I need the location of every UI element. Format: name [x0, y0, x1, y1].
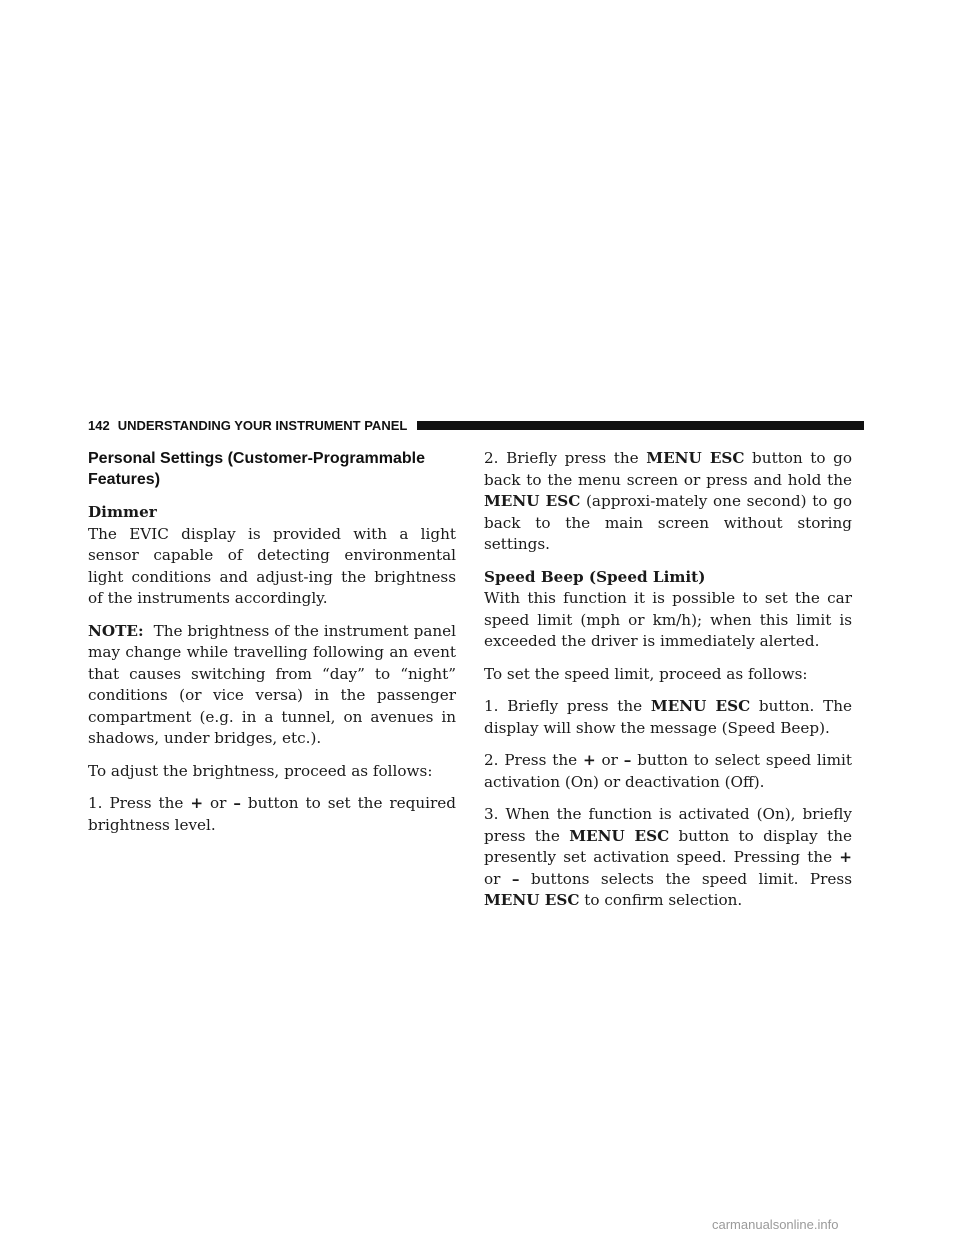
or-text: or	[595, 751, 624, 769]
step1-text-a: 1. Press the	[88, 794, 191, 812]
s3-text-a: 3. When the function is activated (On), briefly press the	[484, 805, 852, 845]
adjust-intro: To adjust the brightness, proceed as follows:	[88, 761, 433, 780]
note-label: NOTE:	[88, 621, 144, 640]
s2-text-a: 2. Press the	[484, 751, 583, 769]
s3-text-d: to confirm selection.	[579, 891, 743, 909]
speed-heading: Speed Beep (Speed Limit)	[484, 567, 706, 586]
menu-esc-label: MENU ESC	[484, 891, 580, 909]
step2-text-a: 2. Briefly press the	[484, 449, 647, 467]
brightness-step-2	[484, 448, 852, 556]
dimmer-heading: Dimmer	[88, 503, 157, 521]
page-number: 142	[88, 417, 110, 433]
plus-symbol: +	[582, 751, 596, 769]
speed-step-2	[484, 750, 852, 793]
chapter-title: UNDERSTANDING YOUR INSTRUMENT PANEL	[117, 417, 408, 433]
running-head	[88, 416, 864, 434]
plus-symbol: +	[839, 848, 852, 866]
step1-text-b: button to set the required brightness level.	[88, 794, 456, 834]
menu-esc-label: MENU ESC	[646, 449, 745, 467]
step2-text-b: button to go back to the menu screen or press and hold the	[484, 449, 852, 489]
note-paragraph	[88, 621, 456, 750]
step2-text-c: (approxi-mately one second) to go back to the main screen without storing settings.	[484, 492, 852, 553]
section-title: Personal Settings (Customer-Programmable Features)	[88, 450, 425, 488]
brightness-step-1	[88, 793, 456, 836]
minus-symbol: –	[511, 869, 520, 888]
menu-esc-label: MENU ESC	[569, 826, 670, 845]
dimmer-text: The EVIC display is provided with a light sensor capable of detecting environmental light conditions and adjust-ing the brightness of the instruments accordingly.	[88, 524, 456, 607]
note-text: The brightness of the instrument panel may change while travelling following an event that causes switching from “day” to “night” conditions (or vice versa) in the passenger compartment (e.g. in a tunnel, on avenues in shadows, under bridges, etc.).	[88, 621, 457, 747]
s3-text-b: button to display the presently set activation speed. Pressing the	[484, 826, 853, 866]
speed-step-1	[484, 696, 852, 739]
s1-text-b: button. The display will show the message (Speed Beep).	[484, 697, 852, 737]
s2-text-b: button to select speed limit activation (On) or deactivation (Off).	[484, 751, 852, 791]
speed-paragraph	[484, 567, 852, 653]
s3-text-c: buttons selects the speed limit. Press	[519, 869, 852, 888]
left-column	[88, 448, 456, 847]
speed-intro: To set the speed limit, proceed as follows:	[484, 664, 808, 683]
speed-step-3	[484, 804, 852, 912]
speed-text: With this function it is possible to set the car speed limit (mph or km/h); when this limit is exceeded the driver is immediately alerted.	[484, 589, 852, 650]
minus-symbol: –	[233, 794, 241, 812]
or-text: or	[484, 869, 512, 888]
minus-symbol: –	[623, 751, 632, 769]
right-column	[484, 448, 852, 923]
or-text: or	[203, 794, 234, 812]
plus-symbol: +	[190, 794, 204, 812]
s1-text-a: 1. Briefly press the	[484, 697, 651, 715]
dimmer-paragraph	[88, 502, 456, 610]
watermark-footer: carmanualsonline.info	[712, 1217, 839, 1232]
header-rule	[417, 421, 864, 430]
menu-esc-label: MENU ESC	[650, 697, 751, 715]
menu-esc-label: MENU ESC	[484, 492, 581, 510]
